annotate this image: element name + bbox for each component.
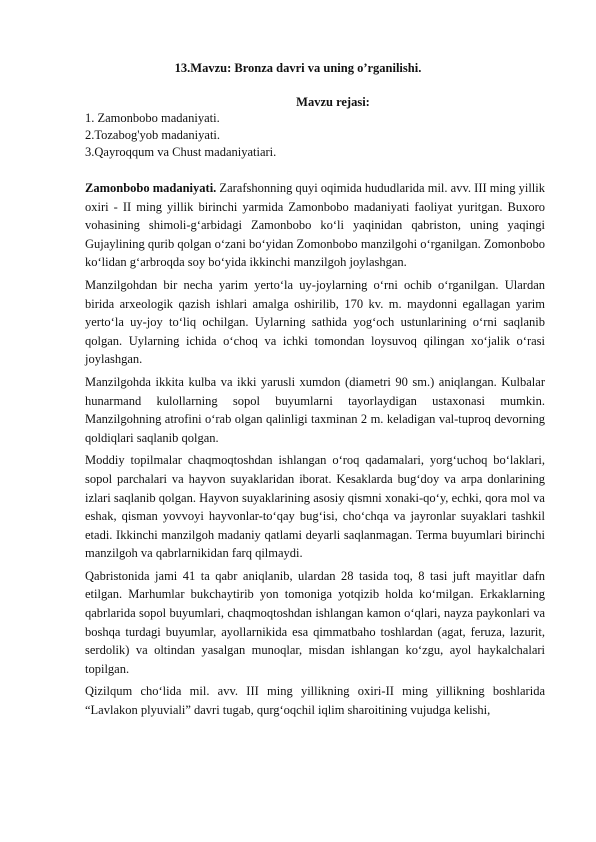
paragraph — [85, 179, 545, 272]
plan-item: 1. Zamonbobo madaniyati. — [85, 111, 220, 125]
paragraph-text: Moddiy topilmalar chaqmoqtoshdan ishlangan o‘roq qadamalari, yorg‘uchoq bo‘laklari, sopol parchalari va hayvon suyaklaridan iborat. Kesaklarda bug‘doy va arpa donlarining izlari saqlanib qolgan. Hayvon suyaklarining asosiy qismni xonaki-qo‘y, echki, qora mol va eshak, qisman yovvoyi hayvonlar-to‘qay bug‘isi, cho‘chqa va jayronlar suyaklari tashkil etadi. Ikkinchi manzilgoh madaniy qatlami deyarli saqlanmagan. Terma buyumlari birinchi manzilgoh va qabrlarnikidan farq qilmaydi. — [85, 453, 545, 561]
plan-list — [85, 110, 545, 161]
paragraph — [85, 567, 545, 679]
paragraph-text: Zarafshonning quyi oqimida hududlarida mil. avv. III ming yillik oxiri - II ming yillik birinchi yarmida Zamonbobo madaniyati faoliyat yuritgan. Buxoro vohasining shimoli-g‘arbidagi Zamonbobo ko‘li yaqinidan qabriston, uning yaqingi Gujaylining qurib qolgan o‘zani bo‘yidan Zomonbobo manzilgohi o‘rganilgan. Zomonbobo ko‘lidan g‘arbroqda soy bo‘yida ikkinchi manzilgoh joylashgan. — [85, 181, 545, 270]
paragraph — [85, 276, 545, 369]
paragraph-text: Qabristonida jami 41 ta qabr aniqlanib, ulardan 28 tasida toq, 8 tasi juft mayitlar dafn etilgan. Marhumlar bukchaytirib yon tomoniga yotqizib holda ko‘milgan. Erkaklarning qabrlarida sopol buyumlari, chaqmoqtoshdan ishlangan kamon o‘qlari, nayza paykonlari va boshqa turdagi buyumlar, ayollarnikida esa qimmatbaho toshlardan (agat, feruza, lazurit, serdolik) va oltindan yasalgan munoqlar, misdan ishlangan ko‘zgu, ayol haykalchalari topilgan. — [85, 568, 545, 676]
plan-item: 3.Qayroqqum va Chust madaniyatiari. — [85, 145, 277, 159]
paragraph-text: Manzilgohdan bir necha yarim yerto‘la uy-joylarning o‘rni ochib o‘rganilgan. Ulardan birida arxeologik qazish ishlari amalga oshirilib, 170 kv. m. maydonni egallagan yarim yerto‘la uy-joy to‘liq ochilgan. Uylarning sathida yog‘och ustunlarining o‘rni saqlanib qolgan. Uylarning ichida o‘choq va ichki tomondan loysuvoq qilingan xo‘jalik o‘rasi joylashgan. — [85, 277, 545, 367]
paragraph — [85, 682, 545, 719]
page-title: 13.Mavzu: Bronza davri va uning o’rganilishi. — [174, 61, 422, 75]
plan-heading: Mavzu rejasi: — [296, 95, 370, 109]
paragraph-text: Manzilgohda ikkita kulba va ikki yarusli xumdon (diametri 90 sm.) aniqlangan. Kulbalar hunarmand kulollarning sopol buyumlarni tayorlaydigan ustaxonasi mumkin. Manzilgohning atrofini o‘rab olgan qalinligi taxminan 2 m. keladigan val-tuproq devorning qoldiqlari saqlanib qolgan. — [85, 374, 545, 445]
paragraph — [85, 373, 545, 447]
document-body — [85, 179, 545, 724]
paragraph — [85, 451, 545, 563]
paragraph-text: Qizilqum cho‘lida mil. avv. III ming yillikning oxiri-II ming yillikning boshlarida “Lavlakon plyuviali” davri tugab, qurg‘oqchil iqlim sharoitining vujudga kelishi, — [85, 684, 545, 718]
paragraph-lead: Zamonbobo madaniyati. — [85, 181, 217, 195]
plan-item: 2.Tozabog'yob madaniyati. — [85, 128, 221, 142]
